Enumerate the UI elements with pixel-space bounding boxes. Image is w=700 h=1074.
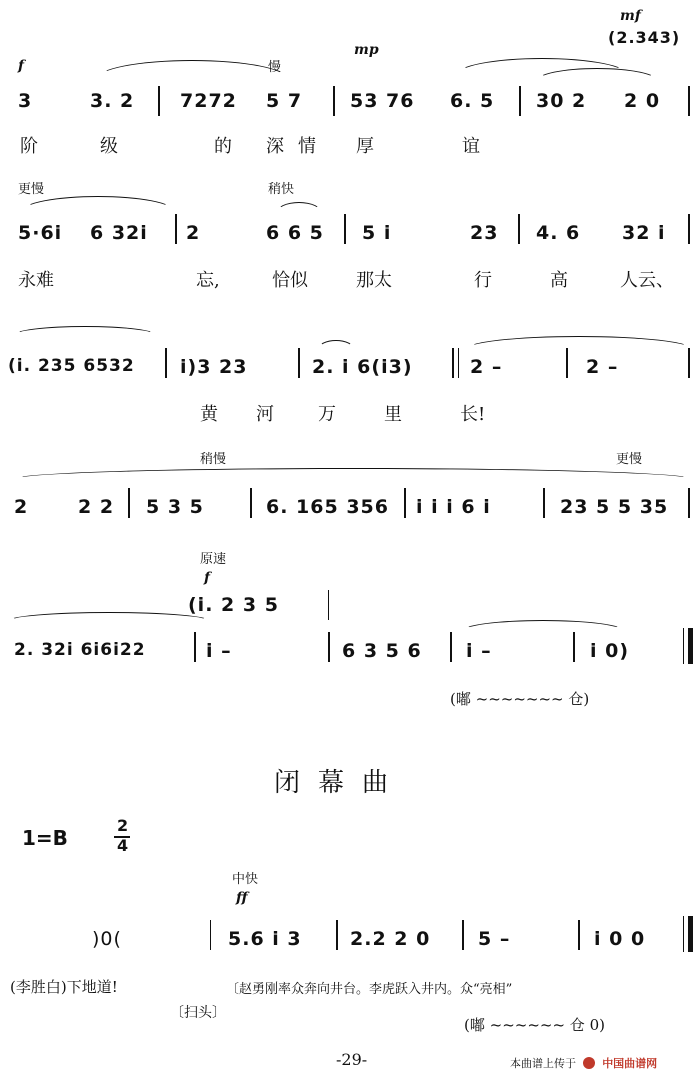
note-group: 5 3 5 (146, 496, 204, 518)
note-group: 5 i (362, 222, 392, 244)
rest-prefix: )0( (92, 928, 122, 950)
lyric: 人云、 (620, 270, 674, 291)
note-group: 4. 6 (536, 222, 581, 244)
lyric: 级 (100, 136, 118, 157)
percussion-mark: (嘟 ~~~~~~~ 仓) (450, 690, 590, 708)
lyric: 情 (298, 136, 316, 157)
note-group: 6. 5 (450, 90, 495, 112)
tempo-mark: 原速 (200, 552, 227, 567)
note-group: 3 (18, 90, 33, 112)
note-group: 6 32i (90, 222, 148, 244)
note-group: 2 – (470, 356, 503, 378)
lyric: 河 (256, 404, 274, 425)
note-group: 3. 2 (90, 90, 135, 112)
lyric: 里 (384, 404, 402, 425)
watermark-site: 中国曲谱网 (602, 1057, 658, 1070)
lyric: 高 (550, 270, 568, 291)
lyric: 行 (474, 270, 492, 291)
note-group: 53 76 (350, 90, 415, 112)
key-signature: 1=B (22, 826, 68, 850)
time-signature-bottom: 4 (117, 836, 129, 855)
tempo-mark: 稍快 (268, 182, 295, 197)
note-group: 2 2 (78, 496, 115, 518)
lyric: 忘, (196, 270, 220, 291)
note-group: i)3 23 (180, 356, 248, 378)
section-title: 闭幕曲 (274, 768, 407, 798)
note-group: 2 (14, 496, 29, 518)
dynamic-ff: ff (236, 890, 248, 906)
dynamic-f: f (18, 58, 25, 74)
lyric: 永难 (18, 270, 54, 291)
note-group: 2 (186, 222, 201, 244)
lyric: 长! (460, 404, 486, 425)
note-group: i 0) (590, 640, 630, 662)
note-group: 6 6 5 (266, 222, 324, 244)
note-group: i i i 6 i (416, 496, 491, 518)
upper-notes: (i. 2 3 5 (188, 594, 279, 616)
spoken-line: (李胜白)下地道! (10, 978, 118, 996)
note-group: 32 i (622, 222, 666, 244)
note-group: i – (206, 640, 232, 662)
note-group: 2 0 (624, 90, 661, 112)
note-group: (i. 235 6532 (8, 356, 135, 376)
note-group: 30 2 (536, 90, 587, 112)
note-group: 2. 32i 6i6i22 (14, 640, 146, 660)
note-group: 2.2 2 0 (350, 928, 431, 950)
note-group: 7272 (180, 90, 237, 112)
watermark-logo-icon (583, 1057, 595, 1069)
lyric: 的 (214, 136, 232, 157)
tempo-mark: 更慢 (616, 452, 643, 467)
cue-mark: 〔扫头〕 (170, 1005, 226, 1021)
note-group: 5.6 i 3 (228, 928, 302, 950)
dynamic-mf: mf (620, 8, 641, 24)
lyric: 万 (318, 404, 336, 425)
lyric: 深 (266, 136, 284, 157)
tempo-mark: 慢 (268, 60, 282, 75)
lyric: 那太 (356, 270, 392, 291)
note-group: 23 5 5 35 (560, 496, 669, 518)
time-signature-top: 2 (117, 816, 129, 835)
tempo-mark: 更慢 (18, 182, 45, 197)
percussion-mark: (嘟 ~~~~~~ 仓 0) (464, 1016, 605, 1034)
stage-direction: 〔赵勇刚率众奔向井台。李虎跃入井内。众“亮相” (226, 982, 513, 997)
lyric: 谊 (462, 136, 480, 157)
note-group: 5 7 (266, 90, 303, 112)
note-group: 2. i 6(i3) (312, 356, 413, 378)
lyric: 黄 (200, 404, 218, 425)
note-group: 5 – (478, 928, 511, 950)
lyric: 阶 (20, 136, 38, 157)
intro-notes: (2.343) (608, 28, 681, 47)
watermark-text: 本曲谱上传于 (510, 1057, 576, 1070)
note-group: i – (466, 640, 492, 662)
tempo-mark: 稍慢 (200, 452, 227, 467)
tempo-mark: 中快 (232, 872, 259, 887)
note-group: 23 (470, 222, 499, 244)
note-group: i 0 0 (594, 928, 646, 950)
note-group: 6 3 5 6 (342, 640, 422, 662)
watermark (510, 1052, 657, 1071)
lyric: 恰似 (272, 270, 308, 291)
note-group: 6. 165 356 (266, 496, 389, 518)
dynamic-f: f (204, 570, 211, 586)
note-group: 2 – (586, 356, 619, 378)
dynamic-mp: mp (354, 42, 379, 58)
lyric: 厚 (356, 136, 374, 157)
page-number: -29- (336, 1050, 368, 1069)
note-group: 5·6i (18, 222, 63, 244)
